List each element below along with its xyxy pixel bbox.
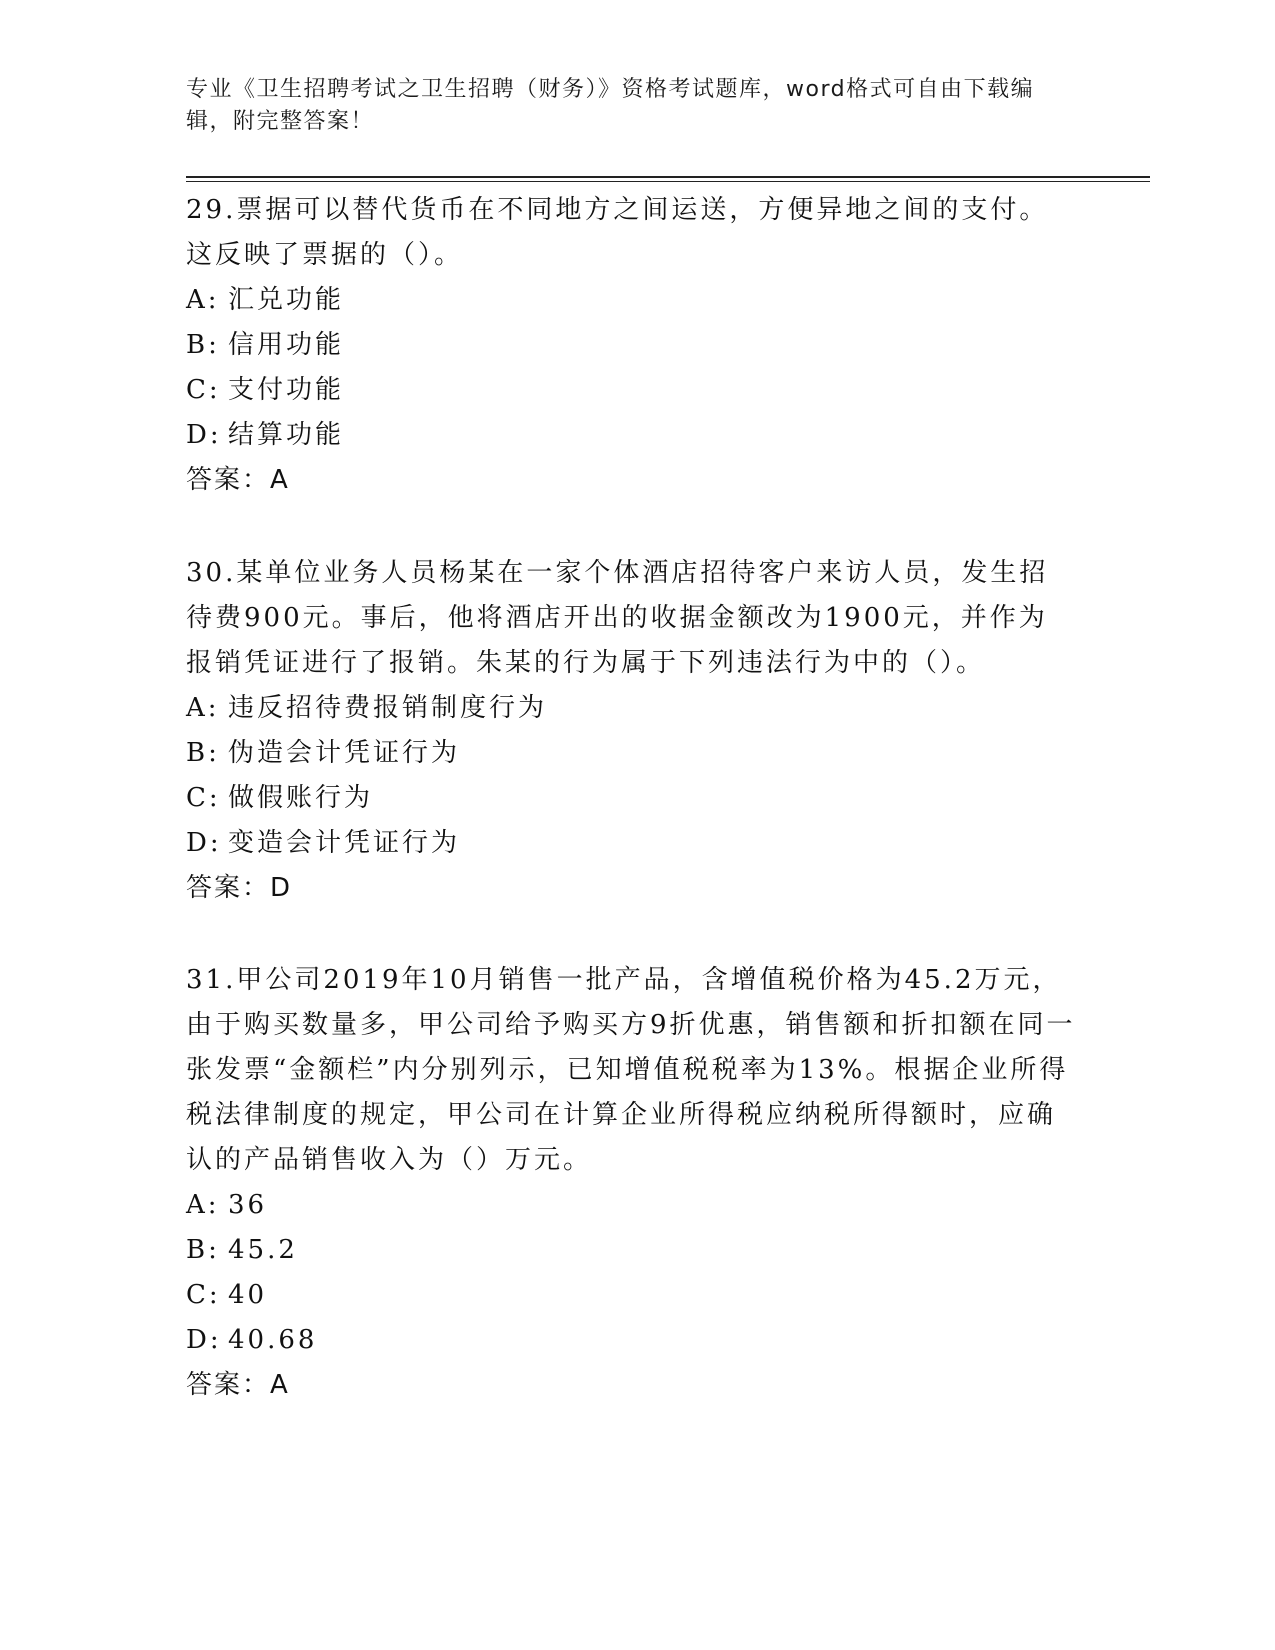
option-a xyxy=(186,1183,1076,1228)
answer-line: 答案：D xyxy=(186,873,293,903)
option-key: C: xyxy=(186,783,221,813)
document-header: 专业《卫生招聘考试之卫生招聘（财务）》资格考试题库，word格式可自由下载编辑，附完整答案！ xyxy=(186,77,1035,134)
option-key: B: xyxy=(186,330,220,360)
option-key: D: xyxy=(186,828,222,858)
option-text: 汇兑功能 xyxy=(228,285,345,315)
option-a xyxy=(186,278,1076,323)
option-text: 伪造会计凭证行为 xyxy=(228,738,461,768)
question-31 xyxy=(186,958,1076,1408)
option-text: 变造会计凭证行为 xyxy=(228,828,461,858)
option-key: B: xyxy=(186,738,220,768)
option-c xyxy=(186,776,1076,821)
option-text: 做假账行为 xyxy=(228,783,374,813)
option-key: C: xyxy=(186,1280,221,1310)
header-divider-thin xyxy=(186,181,1150,182)
option-c xyxy=(186,368,1076,413)
answer-line: 答案：A xyxy=(186,1370,290,1400)
option-d xyxy=(186,1318,1076,1363)
option-text: 信用功能 xyxy=(228,330,345,360)
option-d xyxy=(186,821,1076,866)
option-key: D: xyxy=(186,1325,222,1355)
answer-line: 答案：A xyxy=(186,465,290,495)
question-text: 31.甲公司2019年10月销售一批产品，含增值税价格为45.2万元，由于购买数量多，甲公司给予购买方9折优惠，销售额和折扣额在同一张发票“金额栏”内分别列示，已知增值税税率为13%。根据企业所得税法律制度的规定，甲公司在计算企业所得税应纳税所得额时，应确认的产品销售收入为（）万元。 xyxy=(186,965,1076,1175)
question-text: 29.票据可以替代货币在不同地方之间运送，方便异地之间的支付。这反映了票据的（）。 xyxy=(186,195,1049,270)
option-b xyxy=(186,323,1076,368)
header-divider-thick xyxy=(186,176,1150,178)
option-text: 支付功能 xyxy=(228,375,345,405)
option-a xyxy=(186,686,1076,731)
option-key: B: xyxy=(186,1235,220,1265)
option-key: A: xyxy=(186,285,220,315)
question-29 xyxy=(186,188,1076,503)
option-key: A: xyxy=(186,693,220,723)
option-key: D: xyxy=(186,420,222,450)
option-text: 结算功能 xyxy=(228,420,345,450)
option-c xyxy=(186,1273,1076,1318)
option-d xyxy=(186,413,1076,458)
option-b xyxy=(186,731,1076,776)
option-text: 45.2 xyxy=(228,1235,298,1265)
option-text: 40 xyxy=(228,1280,268,1310)
option-key: C: xyxy=(186,375,221,405)
question-30 xyxy=(186,551,1076,911)
question-text: 30.某单位业务人员杨某在一家个体酒店招待客户来访人员，发生招待费900元。事后，他将酒店开出的收据金额改为1900元，并作为报销凭证进行了报销。朱某的行为属于下列违法行为中的（）。 xyxy=(186,558,1049,678)
option-b xyxy=(186,1228,1076,1273)
option-text: 违反招待费报销制度行为 xyxy=(228,693,548,723)
option-key: A: xyxy=(186,1190,220,1220)
option-text: 36 xyxy=(228,1190,268,1220)
option-text: 40.68 xyxy=(228,1325,318,1355)
